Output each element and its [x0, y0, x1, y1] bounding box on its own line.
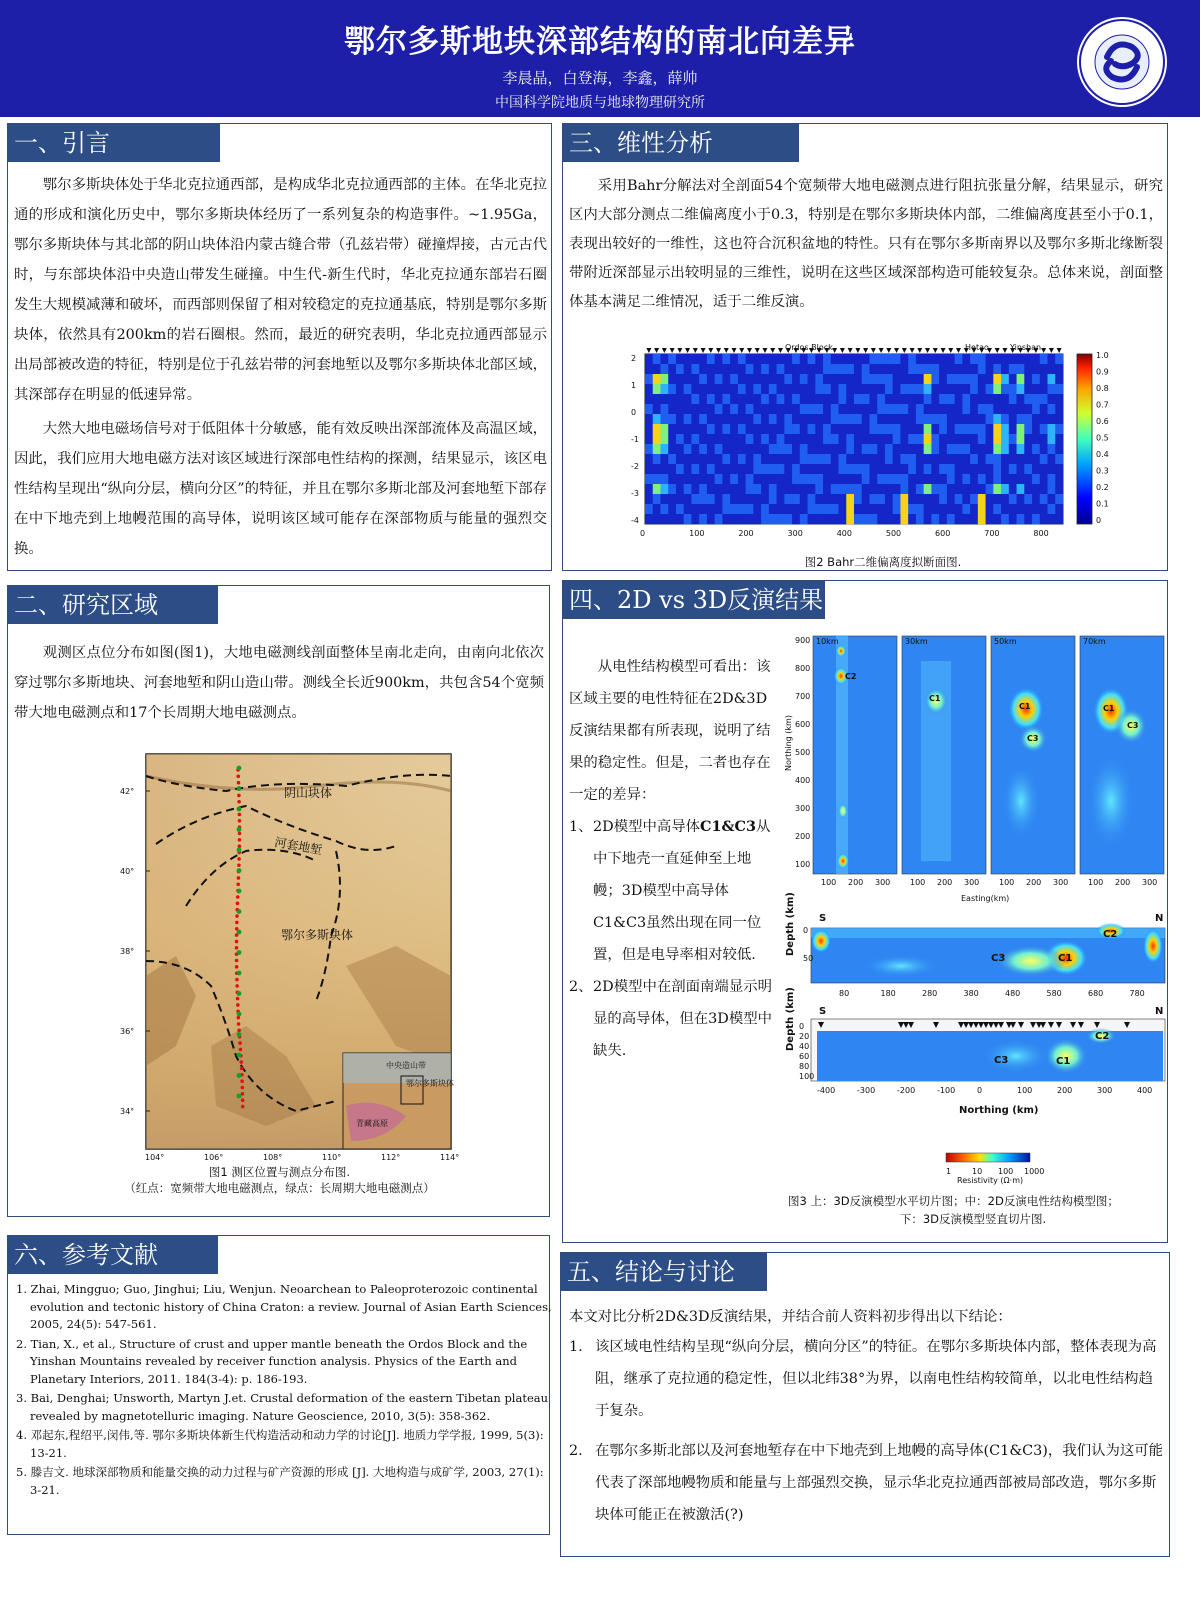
long-period-station	[237, 1032, 242, 1037]
broadband-station	[239, 1048, 243, 1052]
x-tick-label: 100	[1017, 1086, 1033, 1095]
figure-1-caption-note: （红点：宽频带大地电磁测点，绿点：长周期大地电磁测点）	[124, 1181, 435, 1195]
inversion-comparison-text	[569, 651, 779, 1067]
lat-tick-label: 40°	[120, 867, 135, 876]
item-text: 2D模型中在剖面南端显示明显的高导体，但在3D模型中缺失.	[593, 979, 772, 1059]
reference-item: 4. 邓起东,程绍平,闵伟,等. 鄂尔多斯块体新生代构造活动和动力学的讨论[J]. 地质力学学报, 1999, 5(3): 13-21.	[16, 1428, 544, 1460]
broadband-station	[237, 876, 241, 880]
long-period-station	[237, 1012, 242, 1017]
reference-list	[16, 1281, 552, 1501]
anomaly-label-c2: C2	[1103, 929, 1118, 940]
colorbar-tick-label: 10	[972, 1167, 983, 1176]
anomaly-label-c2: C2	[845, 672, 857, 681]
y-axis-ticks	[631, 354, 639, 525]
northing-tick-label: 100	[795, 860, 811, 869]
x-axis-ticks	[640, 529, 1049, 538]
broadband-station	[237, 1022, 241, 1026]
broadband-station	[235, 965, 239, 969]
lat-tick-label: 34°	[120, 1107, 135, 1116]
easting-tick-label: 100	[1088, 878, 1104, 887]
northing-tick-label: 300	[795, 804, 811, 813]
broadband-station	[238, 838, 242, 842]
broadband-station	[235, 959, 239, 963]
easting-tick-label: 200	[937, 878, 953, 887]
broadband-station	[236, 775, 240, 779]
bahr-colorbar	[1077, 354, 1092, 524]
x-tick-label: 500	[885, 529, 902, 538]
broadband-station	[238, 1041, 242, 1045]
x-tick-label: -300	[857, 1086, 876, 1095]
easting-tick-label: 200	[1026, 878, 1042, 887]
section-references	[7, 1235, 550, 1535]
long-period-station	[237, 868, 242, 873]
reference-item: 2. Tian, X., et al., Structure of crust and upper mantle beneath the Ordos Block and the Yinshan Mountains revealed by receiver function analysis. Physics of the Earth and Planetary Interiors, 2011. 184(3-4): p. 186-193.	[16, 1336, 528, 1386]
y-tick-label: 80	[799, 1062, 810, 1071]
depth-axis-label: Depth (km)	[785, 892, 796, 956]
broadband-station	[236, 883, 240, 887]
easting-tick-label: 300	[1053, 878, 1069, 887]
broadband-station	[235, 984, 239, 988]
long-period-station	[237, 766, 242, 771]
x-tick-label: -400	[817, 1086, 836, 1095]
section-heading: 四、2D vs 3D反演结果	[563, 581, 825, 619]
north-marker: N	[1155, 913, 1164, 924]
figure-3-caption: 图3 上：3D反演模型水平切片图；中：2D反演电性结构模型图；	[788, 1194, 1119, 1208]
long-period-station	[237, 889, 242, 894]
poster-header	[0, 0, 1200, 117]
slice-50km	[991, 636, 1075, 874]
x-tick-label: 800	[1033, 529, 1049, 538]
easting-tick-label: 300	[1142, 878, 1158, 887]
anomaly-label-c3: C3	[994, 1055, 1009, 1066]
colorbar-tick-label: 100	[998, 1167, 1014, 1176]
section-heading: 一、引言	[8, 124, 220, 162]
longitude-ticks	[145, 1153, 459, 1161]
y-tick-label: -2	[631, 462, 639, 471]
lat-tick-label: 42°	[120, 787, 135, 796]
label-yinshan: Yinshan	[1010, 343, 1042, 352]
broadband-station	[238, 813, 242, 817]
colorbar-tick-label: 1	[946, 1167, 952, 1176]
broadband-station	[237, 1016, 241, 1020]
broadband-station	[237, 794, 241, 798]
item-number: 2.	[569, 1443, 583, 1459]
section-2d-vs-3d	[562, 580, 1168, 1243]
anomaly-label-c1: C1	[1019, 702, 1031, 711]
long-period-station	[237, 950, 242, 955]
lat-tick-label: 36°	[120, 1027, 135, 1036]
broadband-station	[236, 1003, 240, 1007]
study-area-text	[14, 638, 544, 728]
northing-tick-label: 200	[795, 832, 811, 841]
resistivity-colorbar	[946, 1153, 1030, 1162]
y-tick-label: 0	[803, 926, 809, 935]
institution: 中国科学院地质与地球物理研究所	[495, 95, 705, 111]
figure-2-caption: 图2 Bahr二维偏离度拟断面图.	[804, 555, 962, 569]
broadband-station	[237, 1029, 241, 1033]
x-tick-label: 180	[880, 989, 896, 998]
institute-logo	[1074, 14, 1170, 110]
map-label-ordos: 鄂尔多斯块体	[281, 928, 354, 942]
item-text: 从中下地壳一直延伸至上地幔；3D模型中高导体C1&C3虽然出现在同一位置，但是电导率相对较低.	[593, 819, 771, 963]
x-tick-label: -100	[937, 1086, 956, 1095]
northing-tick-label: 400	[795, 776, 811, 785]
broadband-station	[241, 1105, 245, 1109]
easting-tick-label: 100	[999, 878, 1015, 887]
lon-tick-label: 110°	[322, 1153, 342, 1161]
section-heading: 三、维性分析	[563, 124, 799, 162]
y-tick-label: 1	[631, 381, 637, 390]
y-tick-label: 20	[799, 1032, 810, 1041]
y-tick-label: 60	[799, 1052, 810, 1061]
item-number: 1.	[569, 1339, 583, 1355]
broadband-station	[238, 844, 242, 848]
x-tick-label: 80	[839, 989, 850, 998]
x-tick-label: 300	[1097, 1086, 1113, 1095]
colorbar-tick-label: 0.2	[1096, 483, 1109, 492]
x-tick-label: 600	[935, 529, 951, 538]
lon-tick-label: 108°	[263, 1153, 283, 1161]
x-tick-label: 480	[1005, 989, 1021, 998]
broadband-station	[235, 940, 239, 944]
broadband-station	[238, 819, 242, 823]
slice-title: 50km	[994, 637, 1017, 646]
easting-tick-label: 200	[1115, 878, 1131, 887]
figure-2-bahr-section	[615, 339, 1155, 554]
section-heading: 五、结论与讨论	[561, 1253, 767, 1291]
lon-tick-label: 114°	[440, 1153, 460, 1161]
broadband-station	[237, 857, 241, 861]
broadband-station	[237, 863, 241, 867]
conclusion-intro: 本文对比分析2D&3D反演结果，并结合前人资料初步得出以下结论：	[569, 1309, 1012, 1325]
colorbar-tick-label: 0.5	[1096, 433, 1109, 443]
slice-title: 10km	[816, 637, 839, 646]
section-conclusion	[560, 1252, 1170, 1557]
easting-axis-label: Easting(km)	[961, 894, 1010, 903]
map-label-hetao: 河套地堑	[273, 835, 324, 858]
south-marker: S	[819, 1006, 827, 1017]
author-list: 李晨晶，白登海，李鑫，薛帅	[502, 69, 698, 87]
y-tick-label: 40	[799, 1042, 810, 1051]
broadband-station	[237, 800, 241, 804]
x-tick-label: 580	[1046, 989, 1062, 998]
anomaly-label-c1: C1	[1103, 704, 1115, 713]
long-period-station	[237, 971, 242, 976]
northing-axis-ticks	[795, 636, 810, 869]
long-period-station	[237, 991, 242, 996]
north-marker: N	[1155, 1006, 1164, 1017]
northing-tick-label: 700	[795, 692, 811, 701]
item-text: 2D模型中高导体	[593, 819, 701, 835]
inset-label-central-orogen: 中央造山带	[386, 1061, 426, 1070]
x-tick-label: 0	[640, 529, 646, 538]
northing-tick-label: 800	[795, 664, 811, 673]
x-tick-label: -200	[897, 1086, 916, 1095]
intro-paragraph-2: 大然大地电磁场信号对于低阻体十分敏感，能有效反映出深部流体及高温区域，因此，我们应用大地电磁方法对该区域进行深部电性结构的探测，结果显示，该区电性结构呈现出“纵向分层，横向分区”的特征，并且在鄂尔多斯北部及河套地堑下部存在中下地壳到上地幔范围的高导体，说明该区域可能存在深部物质与能量的强烈交换。	[14, 421, 547, 557]
colorbar-ticks	[946, 1167, 1044, 1176]
item-number: 1、	[569, 819, 593, 835]
conclusion-item-2	[569, 1435, 1167, 1531]
model-2d-section	[785, 892, 1165, 998]
item-text: 该区域电性结构呈现“纵向分层，横向分区”的特征。在鄂尔多斯块体内部，整体表现为高阻，继承了克拉通的稳定性，但以北纬38°为界，以南电性结构较简单，以北电性结构趋于复杂。	[595, 1339, 1157, 1419]
x-tick-label: 100	[689, 529, 705, 538]
x-tick-label: 0	[977, 1086, 983, 1095]
colorbar-tick-label: 0.9	[1096, 367, 1109, 377]
figure-1-caption: 图1 测区位置与测点分布图.	[208, 1165, 351, 1179]
colorbar-tick-label: 0.1	[1096, 499, 1109, 509]
y-tick-label: 0	[799, 1022, 805, 1031]
intro-paragraph-1: 鄂尔多斯块体处于华北克拉通西部，是构成华北克拉通西部的主体。在华北克拉通的形成和演化历史中，鄂尔多斯块体经历了一系列复杂的构造事件。~1.95Ga，鄂尔多斯块体与其北部的阴山块体沿内蒙古缝合带（孔兹岩带）碰撞焊接，古元古代时，与东部块体沿中央造山带发生碰撞。中生代-新生代时，华北克拉通东部岩石圈发生大规模减薄和破坏，而西部则保留了相对较稳定的克拉通基底，特别是鄂尔多斯块体，依然具有200km的岩石圈根。然而，最近的研究表明，华北克拉通西部显示出局部被改造的特征，特别是位于孔兹岩带的河套地堑以及鄂尔多斯块体北部区域，其深部存在明显的低速异常。	[14, 177, 547, 403]
y-tick-label: 0	[631, 408, 637, 417]
figure-3-caption-line2: 下：3D反演模型竖直切片图.	[899, 1212, 1047, 1226]
dimensionality-text	[569, 172, 1163, 317]
reference-item: 3. Bai, Denghai; Unsworth, Martyn J.et. Crustal deformation of the eastern Tibetan plateau revealed by magnetotelluric imaging. Nature Geoscience, 2010, 3(5): 358-362.	[16, 1391, 549, 1423]
colorbar-tick-label: 1000	[1024, 1167, 1045, 1176]
broadband-station	[239, 1060, 243, 1064]
broadband-station	[235, 914, 239, 918]
x-tick-label: 400	[1137, 1086, 1153, 1095]
x-tick-label: 300	[787, 529, 803, 538]
lon-tick-label: 106°	[204, 1153, 224, 1161]
x-axis-ticks	[817, 1086, 1152, 1095]
anomaly-label-c1: C1	[929, 694, 941, 703]
difference-item-1	[569, 811, 779, 971]
depth-axis-label: Depth (km)	[785, 987, 796, 1051]
figure-3-inversion-panels	[781, 631, 1167, 1221]
x-tick-label: 700	[984, 529, 1000, 538]
long-period-station	[237, 1094, 242, 1099]
colorbar-ticks	[1096, 351, 1109, 525]
long-period-station	[237, 1053, 242, 1058]
broadband-station	[240, 1067, 244, 1071]
reference-item: 1. Zhai, Mingguo; Guo, Jinghui; Liu, Wenjun. Neoarchean to Paleoproterozoic continental evolution and tectonic history of China Craton: a review. Journal of Asian Earth Sciences, 2005, 24(5): 547-561.	[16, 1282, 552, 1331]
inset-label-ordos: 鄂尔多斯块体	[406, 1079, 454, 1088]
easting-tick-label: 300	[964, 878, 980, 887]
broadband-station	[236, 902, 240, 906]
anomaly-label-c2: C2	[1095, 1031, 1110, 1042]
x-tick-label: 200	[738, 529, 754, 538]
slice-title: 30km	[905, 637, 928, 646]
broadband-station	[235, 921, 239, 925]
broadband-station	[235, 978, 239, 982]
broadband-station	[241, 1098, 245, 1102]
section-study-area	[7, 585, 550, 1217]
long-period-station	[237, 1073, 242, 1078]
y-tick-label: 2	[631, 354, 637, 363]
x-tick-label: 280	[922, 989, 938, 998]
study-area-paragraph: 观测区点位分布如图(图1)，大地电磁测线剖面整体呈南北走向，由南向北依次穿过鄂尔多斯地块、河套地堑和阴山造山带。测线全长近900km，共包含54个宽频带大地电磁测点和17个长周期大地电磁测点。	[14, 645, 544, 721]
slice-30km	[902, 636, 986, 874]
x-axis-ticks	[839, 989, 1145, 998]
x-tick-label: 200	[1057, 1086, 1073, 1095]
y-tick-label: -3	[631, 489, 639, 498]
x-tick-label: 780	[1129, 989, 1145, 998]
lat-tick-label: 38°	[120, 947, 135, 956]
broadband-station	[241, 1086, 245, 1090]
colorbar-tick-label: 0.7	[1096, 400, 1109, 410]
south-marker: S	[819, 913, 827, 924]
northing-tick-label: 600	[795, 720, 811, 729]
northing-tick-label: 900	[795, 636, 811, 645]
anomaly-label-c1: C1	[1056, 1056, 1071, 1067]
northing-tick-label: 500	[795, 748, 811, 757]
easting-tick-label: 300	[875, 878, 891, 887]
y-tick-label: 50	[803, 954, 814, 963]
x-tick-label: 680	[1088, 989, 1104, 998]
long-period-station	[237, 807, 242, 812]
dimensionality-paragraph: 采用Bahr分解法对全剖面54个宽频带大地电磁测点进行阻抗张量分解，结果显示，研究区内大部分测点二维偏离度小于0.3，特别是在鄂尔多斯块体内部，二维偏离度甚至小于0.1，表现出较好的一维性，这也符合沉积盆地的特性。只有在鄂尔多斯南界以及鄂尔多斯北缘断裂带附近深部显示出较明显的三维性，说明在这些区域深部构造可能较复杂。总体来说，剖面整体基本满足二维情况，适于二维反演。	[569, 178, 1163, 310]
colorbar-tick-label: 0	[1096, 516, 1102, 525]
easting-tick-label: 200	[848, 878, 864, 887]
figure-1-map	[116, 746, 461, 1161]
slice-title: 70km	[1083, 637, 1106, 646]
northing-axis-label: Northing (km)	[959, 1105, 1039, 1116]
y-tick-label: 100	[799, 1072, 815, 1081]
resistivity-label: Resistivity (Ω·m)	[957, 1176, 1024, 1185]
section-heading: 六、参考文献	[8, 1236, 218, 1274]
long-period-station	[237, 786, 242, 791]
label-ordos-block: Ordos Block	[785, 343, 833, 352]
colorbar-tick-label: 0.4	[1096, 450, 1109, 459]
anomaly-label-c3: C3	[1127, 721, 1139, 730]
item-text-bold: C1&C3	[700, 818, 756, 835]
broadband-station	[238, 832, 242, 836]
broadband-station	[236, 997, 240, 1001]
item-number: 2、	[569, 979, 593, 995]
horizontal-slices	[813, 636, 1164, 874]
x-tick-label: 400	[836, 529, 852, 538]
item-text: 在鄂尔多斯北部以及河套地堑存在中下地壳到上地幔的高导体(C1&C3)，我们认为这可能代表了深部地幔物质和能量与上部强烈交换，显示华北克拉通西部被局部改造，鄂尔多斯块体可能正在被激活(?)	[595, 1443, 1164, 1523]
easting-axis-ticks	[821, 878, 1157, 887]
section-introduction	[7, 123, 552, 571]
slice-10km	[813, 636, 897, 874]
poster-title: 鄂尔多斯地块深部结构的南北向差异	[344, 24, 856, 60]
northing-axis-label: Northing (km)	[784, 715, 793, 771]
broadband-station	[241, 1092, 245, 1096]
broadband-station	[237, 781, 241, 785]
slice-70km	[1080, 636, 1164, 874]
model-3d-vertical-slice	[785, 987, 1165, 1116]
colorbar-tick-label: 0.8	[1096, 384, 1109, 393]
lon-tick-label: 104°	[145, 1153, 165, 1161]
bahr-pixel-field	[645, 354, 1063, 524]
station-markers	[646, 348, 1061, 353]
x-tick-label: 380	[963, 989, 979, 998]
easting-tick-label: 100	[821, 878, 837, 887]
y-tick-label: -4	[631, 516, 639, 525]
intro-text	[14, 170, 547, 564]
colorbar-tick-label: 0.3	[1096, 466, 1109, 476]
label-hetao: Hetao	[965, 343, 989, 352]
map-label-yinshan: 阴山块体	[284, 786, 333, 800]
inset-label-tibet: 青藏高原	[356, 1119, 388, 1128]
difference-item-2	[569, 971, 779, 1067]
y-tick-label: -1	[631, 435, 639, 444]
broadband-station	[235, 946, 239, 950]
anomaly-label-c3: C3	[1027, 734, 1039, 743]
reference-item: 5. 滕吉文. 地球深部物质和能量交换的动力过程与矿产资源的形成 [J]. 大地构造与成矿学, 2003, 27(1): 3-21.	[16, 1465, 544, 1497]
section-dimensionality	[562, 123, 1168, 571]
colorbar-tick-label: 0.6	[1096, 417, 1109, 426]
easting-tick-label: 100	[910, 878, 926, 887]
long-period-station	[237, 848, 242, 853]
lon-tick-label: 112°	[381, 1153, 401, 1161]
colorbar-tick-label: 1.0	[1096, 351, 1109, 360]
broadband-station	[240, 1079, 244, 1083]
anomaly-label-c3: C3	[991, 953, 1006, 964]
inversion-intro: 从电性结构模型可看出：该区域主要的电性特征在2D&3D反演结果都有所表现，说明了结果的稳定性。但是，二者也存在一定的差异：	[569, 659, 771, 803]
conclusion-item-1	[569, 1331, 1167, 1427]
broadband-station	[236, 895, 240, 899]
long-period-station	[237, 909, 242, 914]
section-heading: 二、研究区域	[8, 586, 218, 624]
long-period-station	[237, 827, 242, 832]
long-period-station	[237, 930, 242, 935]
anomaly-label-c1: C1	[1058, 953, 1073, 964]
